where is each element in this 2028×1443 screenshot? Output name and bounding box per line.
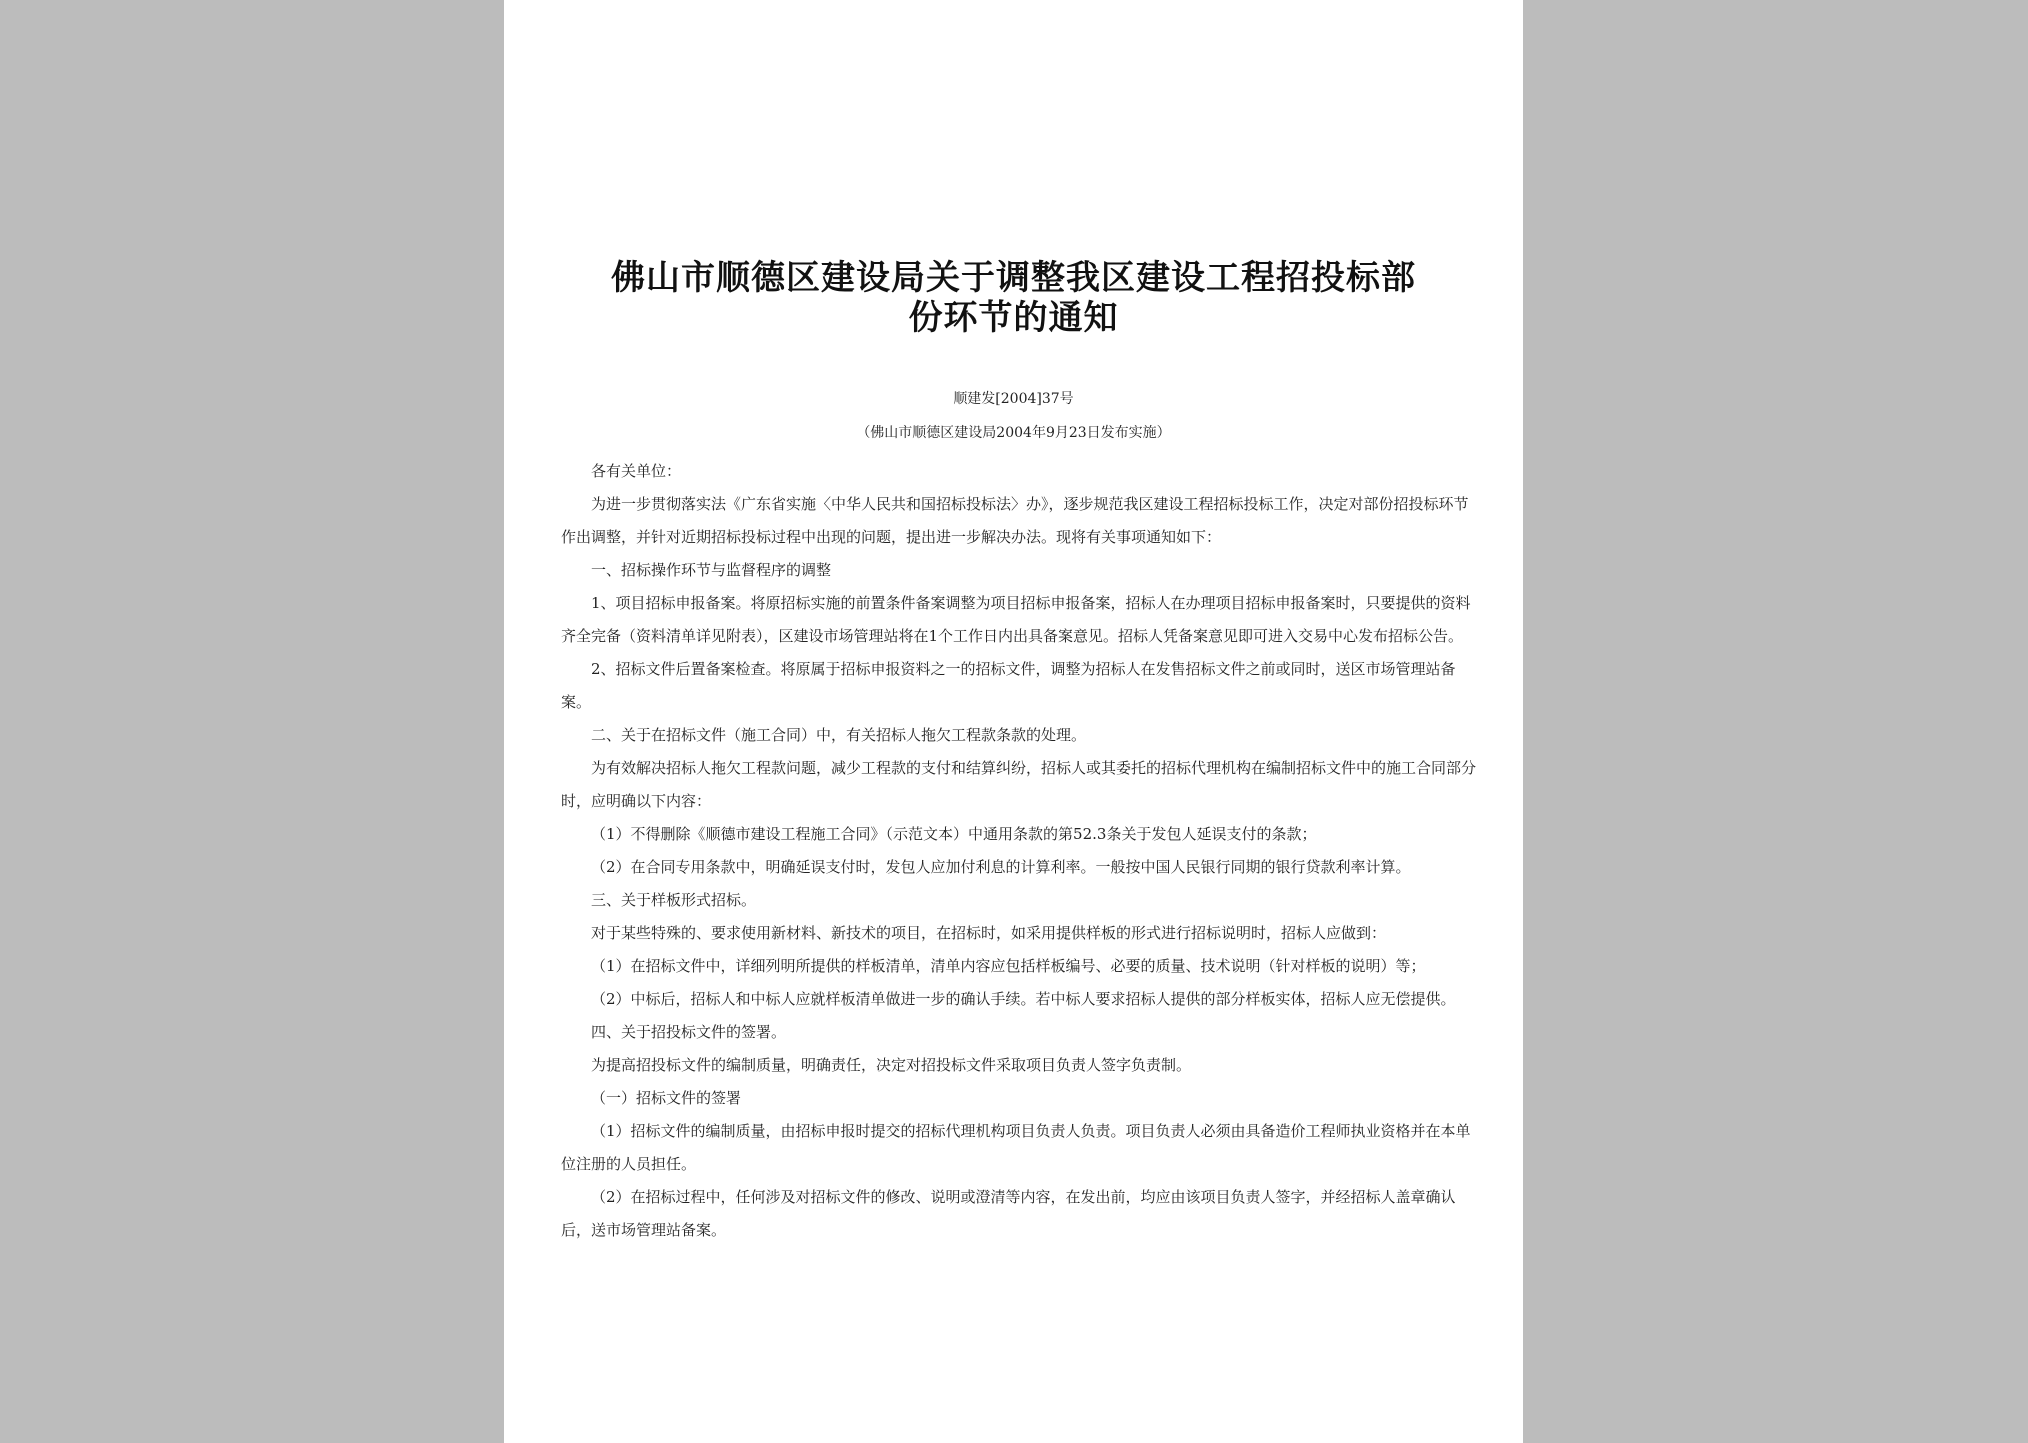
section-heading: 三、关于样板形式招标。 (591, 891, 757, 909)
paragraph: 为有效解决招标人拖欠工程款问题，减少工程款的支付和结算纠纷，招标人或其委托的招标代理机构在编制招标文件中的施工合同部分时，应明确以下内容： (561, 759, 1477, 810)
list-item: （1）在招标文件中，详细列明所提供的样板清单，清单内容应包括样板编号、必要的质量、技术说明（针对样板的说明）等； (591, 957, 1426, 975)
section-heading: 一、招标操作环节与监督程序的调整 (591, 561, 832, 579)
document-body (561, 455, 1476, 1247)
paragraph: 为提高招投标文件的编制质量，明确责任，决定对招投标文件采取项目负责人签字负责制。 (591, 1056, 1192, 1074)
paragraph: 对于某些特殊的、要求使用新材料、新技术的项目，在招标时，如采用提供样板的形式进行招标说明时，招标人应做到： (591, 924, 1387, 942)
list-item: （2）在合同专用条款中，明确延误支付时，发包人应加付利息的计算利率。一般按中国人民银行同期的银行贷款利率计算。 (591, 858, 1411, 876)
paragraph: 为进一步贯彻落实法《广东省实施〈中华人民共和国招标投标法〉办》，逐步规范我区建设工程招标投标工作，决定对部份招投标环节作出调整，并针对近期招标投标过程中出现的问题，提出进一步解决办法。现将有关事项通知如下： (561, 495, 1469, 546)
paragraph: 2、招标文件后置备案检查。将原属于招标申报资料之一的招标文件，调整为招标人在发售招标文件之前或同时，送区市场管理站备案。 (561, 660, 1456, 711)
salutation: 各有关单位： (591, 462, 682, 480)
list-item: （2）中标后，招标人和中标人应就样板清单做进一步的确认手续。若中标人要求招标人提供的部分样板实体，招标人应无偿提供。 (591, 990, 1456, 1008)
title-line-2: 份环节的通知 (908, 298, 1119, 338)
section-heading: 二、关于在招标文件（施工合同）中，有关招标人拖欠工程款条款的处理。 (591, 726, 1087, 744)
publish-note: （佛山市顺德区建设局2004年9月23日发布实施） (856, 425, 1171, 441)
list-item: （1）不得删除《顺德市建设工程施工合同》（示范文本）中通用条款的第52.3条关于发包人延误支付的条款； (591, 825, 1317, 843)
list-item: （2）在招标过程中，任何涉及对招标文件的修改、说明或澄清等内容，在发出前，均应由该项目负责人签字，并经招标人盖章确认后，送市场管理站备案。 (561, 1188, 1456, 1239)
sub-heading: （一）招标文件的签署 (591, 1089, 742, 1107)
section-heading: 四、关于招投标文件的签署。 (591, 1023, 787, 1041)
paragraph: 1、项目招标申报备案。将原招标实施的前置条件备案调整为项目招标申报备案，招标人在办理项目招标申报备案时，只要提供的资料齐全完备（资料清单详见附表），区建设市场管理站将在1个工作日内出具备案意见。招标人凭备案意见即可进入交易中心发布招标公告。 (561, 594, 1471, 645)
document-number: 顺建发[2004]37号 (953, 391, 1074, 407)
title-line-1: 佛山市顺德区建设局关于调整我区建设工程招投标部 (611, 258, 1416, 298)
document-page (504, 0, 1523, 1443)
document-title (504, 258, 1523, 338)
list-item: （1）招标文件的编制质量，由招标申报时提交的招标代理机构项目负责人负责。项目负责人必须由具备造价工程师执业资格并在本单位注册的人员担任。 (561, 1122, 1471, 1173)
